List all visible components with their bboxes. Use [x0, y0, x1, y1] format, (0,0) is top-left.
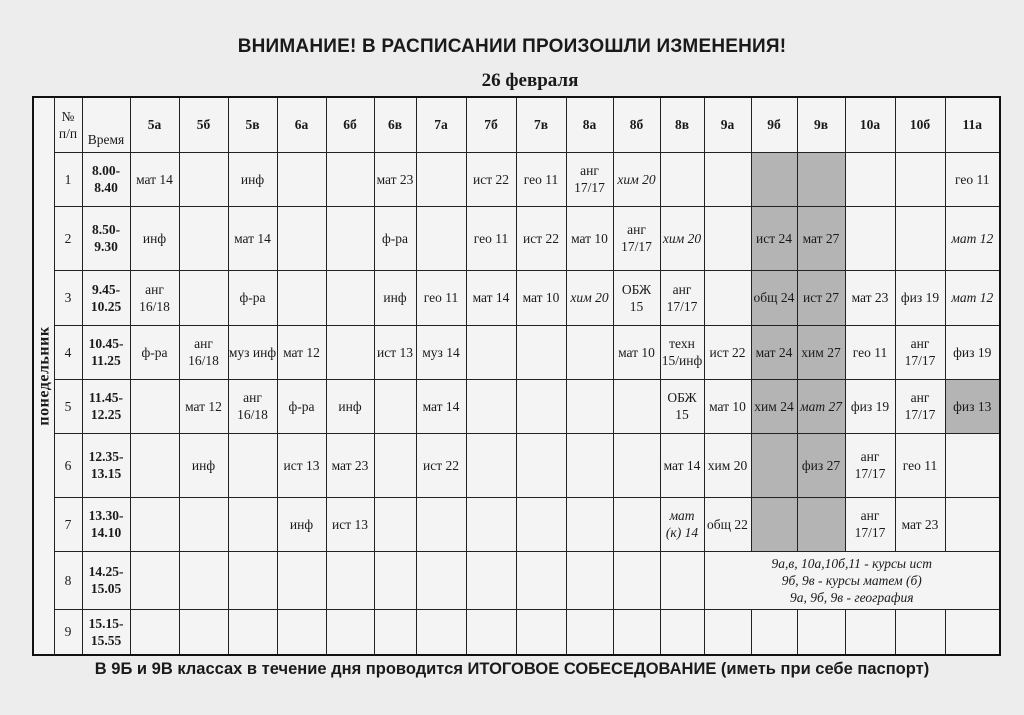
- schedule-cell: [845, 206, 895, 270]
- schedule-cell: [516, 379, 566, 433]
- schedule-cell: [797, 497, 845, 551]
- lesson-number: 6: [54, 433, 82, 497]
- schedule-cell: мат 24: [751, 325, 797, 379]
- class-header: 6а: [277, 97, 326, 152]
- schedule-cell: анг 17/17: [895, 325, 945, 379]
- schedule-cell: инф: [130, 206, 179, 270]
- class-header: 10б: [895, 97, 945, 152]
- schedule-cell: мат 27: [797, 379, 845, 433]
- schedule-cell: [179, 206, 228, 270]
- courses-note: [704, 551, 1000, 609]
- schedule-cell: [566, 551, 613, 609]
- schedule-cell: [704, 206, 751, 270]
- schedule-cell: [751, 609, 797, 655]
- schedule-cell: ист 24: [751, 206, 797, 270]
- schedule-cell: мат 23: [374, 152, 416, 206]
- schedule-cell: [516, 551, 566, 609]
- schedule-cell: [326, 325, 374, 379]
- schedule-cell: мат 14: [130, 152, 179, 206]
- schedule-cell: физ 19: [945, 325, 1000, 379]
- schedule-cell: [566, 379, 613, 433]
- schedule-cell: ист 22: [416, 433, 466, 497]
- schedule-cell: физ 27: [797, 433, 845, 497]
- schedule-cell: [895, 152, 945, 206]
- schedule-cell: ф-ра: [277, 379, 326, 433]
- schedule-cell: [660, 152, 704, 206]
- schedule-cell: [466, 609, 516, 655]
- schedule-cell: анг 16/18: [130, 270, 179, 325]
- table-row: [33, 433, 1000, 497]
- schedule-cell: [613, 433, 660, 497]
- lesson-time: 10.45-11.25: [82, 325, 130, 379]
- schedule-cell: [566, 433, 613, 497]
- schedule-cell: [845, 609, 895, 655]
- schedule-cell: [466, 551, 516, 609]
- footer-note: В 9Б и 9В классах в течение дня проводится ИТОГОВОЕ СОБЕСЕДОВАНИЕ (иметь при себе паспорт): [94, 660, 930, 678]
- schedule-cell: [326, 609, 374, 655]
- schedule-cell: [895, 609, 945, 655]
- schedule-cell: ф-ра: [130, 325, 179, 379]
- schedule-cell: [704, 152, 751, 206]
- schedule-cell: [613, 609, 660, 655]
- lesson-number: 2: [54, 206, 82, 270]
- schedule-cell: [179, 270, 228, 325]
- schedule-cell: [326, 206, 374, 270]
- schedule-cell: [179, 551, 228, 609]
- schedule-cell: [130, 551, 179, 609]
- schedule-cell: ист 27: [797, 270, 845, 325]
- schedule-cell: муз 14: [416, 325, 466, 379]
- lesson-number: 1: [54, 152, 82, 206]
- schedule-cell: мат 23: [326, 433, 374, 497]
- schedule-cell: инф: [228, 152, 277, 206]
- schedule-cell: хим 20: [613, 152, 660, 206]
- schedule-cell: [797, 609, 845, 655]
- schedule-cell: хим 24: [751, 379, 797, 433]
- schedule-cell: мат 12: [945, 206, 1000, 270]
- schedule-cell: [130, 433, 179, 497]
- schedule-cell: [466, 325, 516, 379]
- schedule-cell: физ 19: [845, 379, 895, 433]
- schedule-cell: [416, 152, 466, 206]
- schedule-cell: [566, 609, 613, 655]
- schedule-cell: [945, 609, 1000, 655]
- schedule-cell: [179, 152, 228, 206]
- schedule-cell: техн 15/инф: [660, 325, 704, 379]
- schedule-cell: [416, 609, 466, 655]
- page-title: ВНИМАНИЕ! В РАСПИСАНИИ ПРОИЗОШЛИ ИЗМЕНЕНИЯ!: [237, 36, 787, 57]
- schedule-cell: [566, 497, 613, 551]
- day-name: понедельник: [35, 326, 53, 426]
- schedule-cell: [797, 152, 845, 206]
- schedule-cell: [228, 609, 277, 655]
- schedule-cell: [704, 609, 751, 655]
- class-header: 6б: [326, 97, 374, 152]
- schedule-cell: мат 12: [945, 270, 1000, 325]
- class-header: 10а: [845, 97, 895, 152]
- schedule-cell: [416, 206, 466, 270]
- lesson-number: 5: [54, 379, 82, 433]
- schedule-cell: инф: [326, 379, 374, 433]
- schedule-cell: [374, 433, 416, 497]
- schedule-cell: муз инф: [228, 325, 277, 379]
- time-header: Время: [82, 97, 130, 152]
- schedule-cell: [613, 497, 660, 551]
- schedule-cell: ист 22: [466, 152, 516, 206]
- lesson-time: 13.30-14.10: [82, 497, 130, 551]
- schedule-cell: мат 23: [895, 497, 945, 551]
- lesson-time: 8.50-9.30: [82, 206, 130, 270]
- schedule-cell: мат 23: [845, 270, 895, 325]
- lesson-number: 4: [54, 325, 82, 379]
- class-header: 7а: [416, 97, 466, 152]
- schedule-cell: ист 13: [326, 497, 374, 551]
- lesson-time: 11.45-12.25: [82, 379, 130, 433]
- schedule-cell: гео 11: [416, 270, 466, 325]
- class-header: 5а: [130, 97, 179, 152]
- class-header: 5в: [228, 97, 277, 152]
- schedule-cell: анг 17/17: [845, 497, 895, 551]
- courses-note-line: 9а, 9б, 9в - география: [789, 589, 914, 605]
- schedule-cell: [374, 609, 416, 655]
- schedule-cell: [845, 152, 895, 206]
- lesson-number: 8: [54, 551, 82, 609]
- schedule-cell: [277, 551, 326, 609]
- schedule-cell: анг 17/17: [660, 270, 704, 325]
- schedule-cell: физ 13: [945, 379, 1000, 433]
- schedule-cell: [566, 325, 613, 379]
- schedule-cell: [277, 206, 326, 270]
- schedule-cell: ОБЖ 15: [613, 270, 660, 325]
- schedule-cell: [326, 551, 374, 609]
- class-header: 8в: [660, 97, 704, 152]
- schedule-cell: [466, 379, 516, 433]
- schedule-cell: [374, 497, 416, 551]
- lesson-time: 8.00-8.40: [82, 152, 130, 206]
- schedule-cell: ист 13: [374, 325, 416, 379]
- schedule-cell: физ 19: [895, 270, 945, 325]
- schedule-cell: [751, 497, 797, 551]
- schedule-cell: анг 17/17: [845, 433, 895, 497]
- schedule-cell: [277, 152, 326, 206]
- schedule-cell: мат 14: [416, 379, 466, 433]
- schedule-cell: [516, 325, 566, 379]
- table-row: [33, 609, 1000, 655]
- schedule-cell: инф: [277, 497, 326, 551]
- schedule-cell: [228, 433, 277, 497]
- class-header: 9а: [704, 97, 751, 152]
- courses-note-line: 9б, 9в - курсы матем (б): [781, 572, 922, 588]
- schedule-cell: мат 14: [228, 206, 277, 270]
- schedule-cell: [945, 433, 1000, 497]
- schedule-cell: [228, 551, 277, 609]
- schedule-cell: хим 20: [566, 270, 613, 325]
- table-row: [33, 551, 1000, 609]
- schedule-cell: мат (к) 14: [660, 497, 704, 551]
- schedule-cell: [179, 609, 228, 655]
- day-label: [33, 97, 54, 655]
- schedule-cell: [179, 497, 228, 551]
- schedule-cell: [516, 497, 566, 551]
- schedule-cell: гео 11: [516, 152, 566, 206]
- table-row: [33, 206, 1000, 270]
- schedule-cell: мат 10: [704, 379, 751, 433]
- schedule-cell: [751, 433, 797, 497]
- schedule-cell: анг 17/17: [895, 379, 945, 433]
- lesson-time: 15.15-15.55: [82, 609, 130, 655]
- schedule-cell: анг 16/18: [228, 379, 277, 433]
- schedule-cell: [130, 497, 179, 551]
- table-row: [33, 270, 1000, 325]
- class-header: 7б: [466, 97, 516, 152]
- schedule-cell: [277, 270, 326, 325]
- schedule-cell: анг 17/17: [613, 206, 660, 270]
- schedule-cell: анг 16/18: [179, 325, 228, 379]
- header-row: [33, 97, 1000, 152]
- schedule-cell: [374, 379, 416, 433]
- schedule-cell: инф: [374, 270, 416, 325]
- lesson-time: 12.35-13.15: [82, 433, 130, 497]
- table-row: [33, 497, 1000, 551]
- schedule-table: [32, 96, 1001, 656]
- schedule-cell: мат 14: [660, 433, 704, 497]
- class-header: 6в: [374, 97, 416, 152]
- schedule-cell: общ 22: [704, 497, 751, 551]
- schedule-cell: мат 27: [797, 206, 845, 270]
- schedule-cell: [945, 497, 1000, 551]
- schedule-cell: [895, 206, 945, 270]
- schedule-cell: мат 10: [516, 270, 566, 325]
- schedule-cell: [277, 609, 326, 655]
- schedule-cell: общ 24: [751, 270, 797, 325]
- class-header: 9б: [751, 97, 797, 152]
- schedule-cell: инф: [179, 433, 228, 497]
- schedule-cell: гео 11: [466, 206, 516, 270]
- schedule-cell: мат 14: [466, 270, 516, 325]
- table-row: [33, 152, 1000, 206]
- schedule-cell: [613, 379, 660, 433]
- schedule-cell: [130, 379, 179, 433]
- schedule-cell: гео 11: [945, 152, 1000, 206]
- schedule-cell: ист 13: [277, 433, 326, 497]
- lesson-number: 3: [54, 270, 82, 325]
- lesson-time: 14.25-15.05: [82, 551, 130, 609]
- schedule-cell: [326, 152, 374, 206]
- schedule-cell: [516, 609, 566, 655]
- schedule-cell: [374, 551, 416, 609]
- courses-note-line: 9а,в, 10а,10б,11 - курсы ист: [771, 555, 932, 571]
- class-header: 9в: [797, 97, 845, 152]
- class-header: 8б: [613, 97, 660, 152]
- schedule-cell: мат 12: [179, 379, 228, 433]
- class-header: 7в: [516, 97, 566, 152]
- schedule-cell: [466, 433, 516, 497]
- class-header: 11а: [945, 97, 1000, 152]
- schedule-cell: [613, 551, 660, 609]
- schedule-cell: [130, 609, 179, 655]
- schedule-cell: мат 10: [566, 206, 613, 270]
- schedule-cell: анг 17/17: [566, 152, 613, 206]
- schedule-cell: хим 20: [660, 206, 704, 270]
- table-row: [33, 379, 1000, 433]
- schedule-cell: хим 27: [797, 325, 845, 379]
- table-row: [33, 325, 1000, 379]
- lesson-number: 9: [54, 609, 82, 655]
- schedule-date: 26 февраля: [481, 70, 579, 91]
- schedule-cell: гео 11: [895, 433, 945, 497]
- schedule-cell: [660, 609, 704, 655]
- schedule-cell: [416, 551, 466, 609]
- schedule-cell: [228, 497, 277, 551]
- schedule-cell: [516, 433, 566, 497]
- schedule-cell: мат 12: [277, 325, 326, 379]
- class-header: 8а: [566, 97, 613, 152]
- schedule-cell: ф-ра: [228, 270, 277, 325]
- number-header: № п/п: [54, 97, 82, 152]
- schedule-cell: [704, 270, 751, 325]
- schedule-cell: [466, 497, 516, 551]
- schedule-cell: ист 22: [704, 325, 751, 379]
- schedule-cell: гео 11: [845, 325, 895, 379]
- class-header: 5б: [179, 97, 228, 152]
- schedule-cell: [751, 152, 797, 206]
- schedule-cell: ОБЖ 15: [660, 379, 704, 433]
- lesson-time: 9.45-10.25: [82, 270, 130, 325]
- schedule-cell: ф-ра: [374, 206, 416, 270]
- schedule-cell: ист 22: [516, 206, 566, 270]
- schedule-cell: [416, 497, 466, 551]
- schedule-cell: [660, 551, 704, 609]
- schedule-cell: мат 10: [613, 325, 660, 379]
- lesson-number: 7: [54, 497, 82, 551]
- schedule-cell: хим 20: [704, 433, 751, 497]
- schedule-cell: [326, 270, 374, 325]
